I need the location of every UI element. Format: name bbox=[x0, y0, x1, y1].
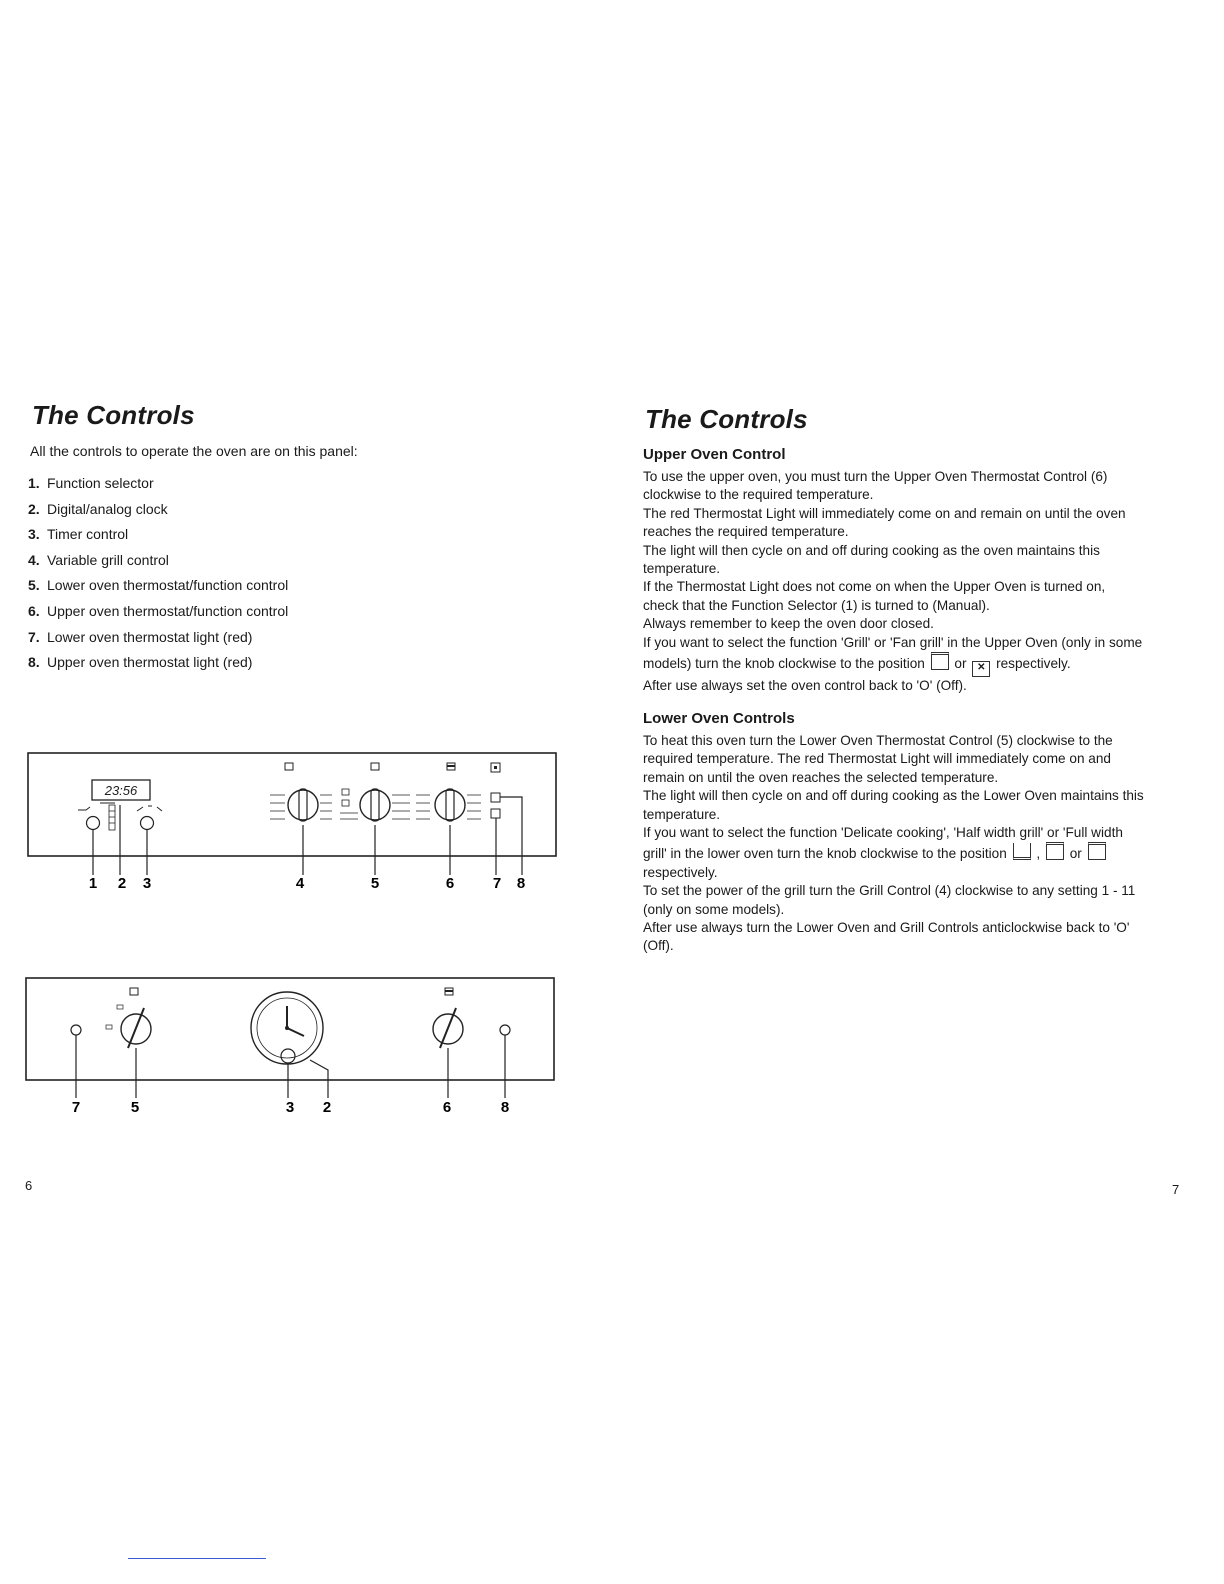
page-number-left: 6 bbox=[25, 1178, 33, 1193]
function-selector-icon bbox=[78, 803, 115, 830]
text-line: (Off). bbox=[643, 938, 674, 954]
upper-oven-knob bbox=[433, 988, 463, 1048]
text-line: If the Thermostat Light does not come on when the Upper Oven is turned on, bbox=[643, 579, 1106, 595]
list-text: Upper oven thermostat light (red) bbox=[47, 654, 253, 671]
left-page-title: The Controls bbox=[32, 400, 195, 430]
list-number: 7. bbox=[28, 628, 40, 645]
list-text: Function selector bbox=[47, 475, 154, 491]
clock-display-text: 23:56 bbox=[104, 783, 138, 798]
list-number: 2. bbox=[28, 500, 40, 517]
list-text: Lower oven thermostat light (red) bbox=[47, 628, 253, 645]
list-text: Timer control bbox=[47, 526, 129, 543]
callout-label-1: 1 bbox=[88, 875, 98, 892]
callout-label-7: 7 bbox=[71, 1099, 81, 1116]
panel-outline bbox=[28, 753, 556, 856]
text-line: temperature. bbox=[643, 806, 721, 822]
lower-oven-light bbox=[71, 1025, 81, 1035]
text-line: check that the Function Selector (1) is turned to (Manual). bbox=[643, 597, 990, 613]
text-line bbox=[643, 842, 1188, 863]
list-number: 5. bbox=[28, 577, 40, 594]
page-number-right: 7 bbox=[1172, 1182, 1180, 1197]
text-line: To heat this oven turn the Lower Oven Thermostat Control (5) clockwise to the bbox=[643, 733, 1113, 748]
callout-label-8: 8 bbox=[516, 875, 526, 892]
list-number: 4. bbox=[28, 551, 40, 568]
text-fragment: grill' in the lower oven turn the knob clockwise to the position bbox=[643, 846, 1007, 862]
callout-label-2: 2 bbox=[322, 1099, 332, 1116]
lower-oven-text bbox=[643, 732, 1188, 956]
list-number: 8. bbox=[28, 654, 40, 671]
right-page-title: The Controls bbox=[645, 404, 808, 434]
lower-oven-heading: Lower Oven Controls bbox=[643, 710, 795, 727]
list-number: 1. bbox=[28, 475, 40, 491]
upper-oven-text bbox=[643, 468, 1188, 695]
delicate-cooking-symbol-icon bbox=[1013, 843, 1031, 860]
text-line: required temperature. The red Thermostat Light will immediately come on and bbox=[643, 751, 1111, 767]
callout-label-6: 6 bbox=[442, 1099, 452, 1116]
text-line: clockwise to the required temperature. bbox=[643, 487, 874, 503]
text-line: To use the upper oven, you must turn the Upper Oven Thermostat Control (6) bbox=[643, 469, 1108, 484]
text-line: To set the power of the grill turn the Grill Control (4) clockwise to any setting 1 - 11 bbox=[643, 883, 1136, 899]
half-grill-symbol-icon bbox=[1046, 842, 1064, 860]
leader-lines bbox=[93, 805, 496, 875]
list-item bbox=[28, 474, 288, 500]
callout-label-2: 2 bbox=[117, 875, 127, 892]
callout-label-8: 8 bbox=[500, 1099, 510, 1116]
list-item bbox=[28, 551, 288, 577]
text-line: After use always set the oven control back to 'O' (Off). bbox=[643, 678, 967, 694]
callout-label-5: 5 bbox=[370, 875, 380, 892]
grill-symbol-icon bbox=[931, 652, 949, 670]
callout-label-7: 7 bbox=[492, 875, 502, 892]
upper-oven-knob bbox=[416, 763, 481, 821]
text-line: After use always turn the Lower Oven and Grill Controls anticlockwise back to 'O' bbox=[643, 920, 1130, 936]
text-fragment: models) turn the knob clockwise to the position bbox=[643, 656, 925, 672]
list-item bbox=[28, 500, 288, 526]
text-line: If you want to select the function 'Delicate cooking', 'Half width grill' or 'Full width bbox=[643, 825, 1123, 841]
text-line: respectively. bbox=[643, 864, 718, 880]
lower-oven-knob bbox=[340, 763, 410, 821]
list-text: Digital/analog clock bbox=[47, 500, 168, 517]
list-text: Variable grill control bbox=[47, 551, 169, 568]
lower-oven-knob bbox=[106, 988, 151, 1048]
grill-control-knob bbox=[270, 763, 332, 821]
list-text: Upper oven thermostat/function control bbox=[47, 602, 289, 619]
list-item bbox=[28, 653, 288, 679]
list-item bbox=[28, 525, 288, 551]
controls-list bbox=[28, 474, 288, 679]
list-item bbox=[28, 576, 288, 602]
list-number: 6. bbox=[28, 602, 40, 619]
list-number: 3. bbox=[28, 526, 40, 543]
fan-grill-symbol-icon: ✕ bbox=[972, 661, 990, 677]
text-line: The light will then cycle on and off during cooking as the oven maintains this bbox=[643, 542, 1100, 558]
footer-rule bbox=[128, 1558, 266, 1559]
timer-control-icon bbox=[137, 806, 162, 830]
control-panel-diagram-analog bbox=[20, 970, 565, 1120]
list-item bbox=[28, 602, 288, 628]
callout-label-6: 6 bbox=[445, 875, 455, 892]
text-line: temperature. bbox=[643, 561, 721, 577]
text-line: reaches the required temperature. bbox=[643, 524, 849, 540]
upper-oven-heading: Upper Oven Control bbox=[643, 446, 786, 463]
text-line: The red Thermostat Light will immediately come on and remain on until the oven bbox=[643, 505, 1126, 521]
full-grill-symbol-icon bbox=[1088, 842, 1106, 860]
text-line: The light will then cycle on and off during cooking as the Lower Oven maintains this bbox=[643, 788, 1144, 804]
digital-clock-display bbox=[92, 780, 150, 800]
text-line: remain on until the oven reaches the selected temperature. bbox=[643, 769, 999, 785]
text-line: If you want to select the function 'Grill' or 'Fan grill' in the Upper Oven (only in some bbox=[643, 634, 1143, 650]
text-line: (only on some models). bbox=[643, 901, 785, 917]
control-panel-diagram-digital bbox=[20, 745, 565, 900]
list-item bbox=[28, 628, 288, 654]
callout-label-4: 4 bbox=[295, 875, 305, 892]
analog-clock bbox=[251, 992, 323, 1064]
text-line: Always remember to keep the oven door closed. bbox=[643, 616, 934, 632]
callout-label-5: 5 bbox=[130, 1099, 140, 1116]
callout-label-3: 3 bbox=[142, 875, 152, 892]
text-fragment: respectively. bbox=[996, 656, 1071, 672]
list-text: Lower oven thermostat/function control bbox=[47, 577, 289, 594]
text-line bbox=[643, 652, 1188, 677]
text-fragment: or bbox=[1069, 846, 1082, 862]
intro-text: All the controls to operate the oven are on this panel: bbox=[30, 443, 358, 459]
upper-oven-light bbox=[500, 1025, 510, 1035]
text-fragment: or bbox=[954, 656, 967, 672]
text-fragment: , bbox=[1036, 846, 1041, 862]
callout-label-3: 3 bbox=[285, 1099, 295, 1116]
